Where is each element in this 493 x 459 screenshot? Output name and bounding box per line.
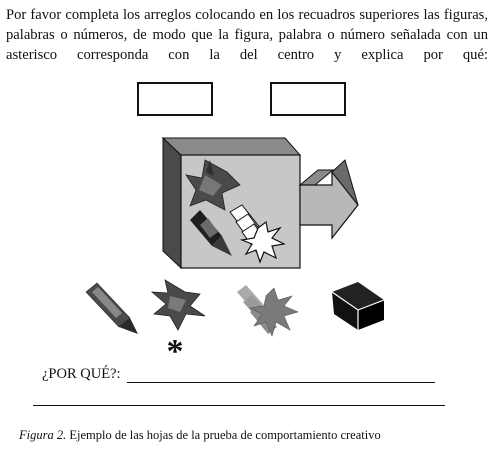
cube-left-face [163,138,181,268]
caption-figure-label: Figura 2. [19,428,67,442]
instructions-text: Por favor completa los arreglos colocando en los recuadros superiores las figuras, palabras o números, de modo que la figura, palabra o número señalada con un asterisco corresponda con la del centro y explica por qué: [6,7,488,63]
star-icon-option [152,280,205,330]
why-row [42,366,435,383]
why-label: ¿POR QUÉ?: [42,366,121,382]
asterisk-marker: * [166,333,184,360]
why-answer-line-2[interactable] [33,405,445,406]
figure-caption [19,428,381,443]
why-answer-line[interactable] [127,368,435,383]
cube-top-face [163,138,300,155]
cube-icon-option [332,282,384,330]
caption-text: Ejemplo de las hojas de la prueba de comportamiento creativo [66,428,381,442]
pencil-icon-option [86,283,138,334]
arrow-top-face [300,170,333,185]
burst-icon-option [237,285,298,336]
